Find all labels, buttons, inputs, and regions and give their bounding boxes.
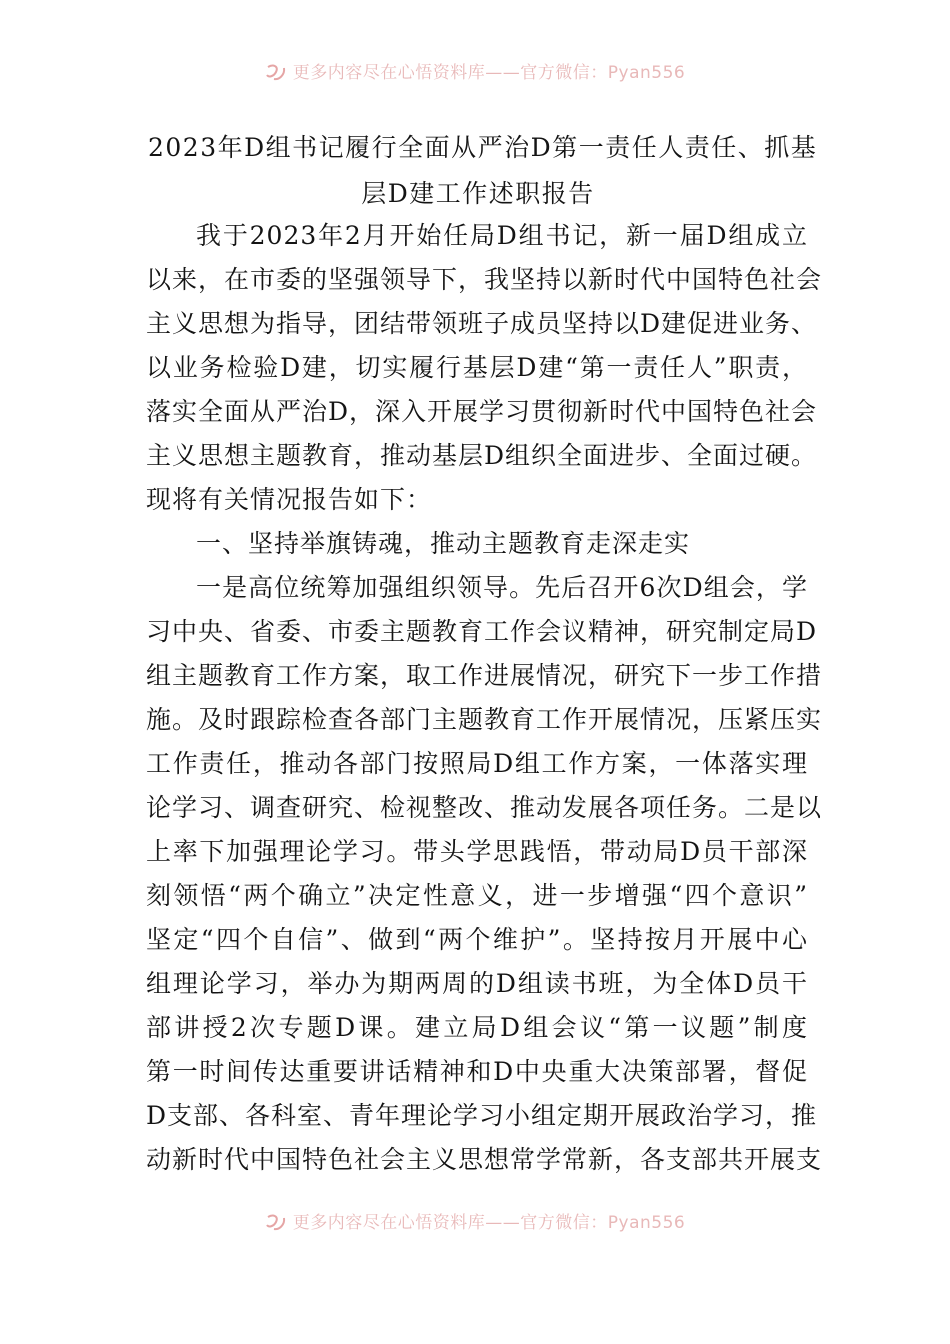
watermark-logo-icon <box>265 63 287 81</box>
watermark-text: 更多内容尽在心悟资料库——官方微信：Pyan556 <box>292 1213 686 1233</box>
paragraph-line: 组理论学习，举办为期两周的D组读书班，为全体D员干 <box>146 969 808 998</box>
watermark-footer <box>0 1208 950 1238</box>
document-title-line-1: 2023年D组书记履行全面从严治D第一责任人责任、抓基 <box>148 133 818 162</box>
paragraph-line: 组主题教育工作方案，取工作进展情况，研究下一步工作措 <box>146 661 823 690</box>
paragraph-line: 一是高位统筹加强组织领导。先后召开6次D组会，学 <box>196 573 808 602</box>
paragraph-line: D支部、各科室、青年理论学习小组定期开展政治学习，推 <box>146 1101 818 1130</box>
paragraph-line: 工作责任，推动各部门按照局D组工作方案，一体落实理 <box>146 749 808 778</box>
paragraph-line: 坚定“四个自信”、做到“两个维护”。坚持按月开展中心 <box>146 925 808 954</box>
paragraph-line: 刻领悟“两个确立”决定性意义，进一步增强“四个意识” <box>146 881 808 910</box>
paragraph-line: 习中央、省委、市委主题教育工作会议精神，研究制定局D <box>146 617 818 646</box>
paragraph-line: 现将有关情况报告如下： <box>146 485 433 514</box>
paragraph-line: 部讲授2次专题D课。建立局D组会议“第一议题”制度 <box>146 1013 808 1042</box>
paragraph-line: 我于2023年2月开始任局D组书记，新一届D组成立 <box>196 221 808 250</box>
watermark-header <box>0 58 950 88</box>
paragraph-line: 论学习、调查研究、检视整改、推动发展各项任务。二是以 <box>146 793 823 822</box>
paragraph-line: 施。及时跟踪检查各部门主题教育工作开展情况，压紧压实 <box>146 705 823 734</box>
paragraph-line: 主义思想主题教育，推动基层D组织全面进步、全面过硬。 <box>146 441 818 470</box>
paragraph-line: 落实全面从严治D，深入开展学习贯彻新时代中国特色社会 <box>146 397 818 426</box>
paragraph-line: 以来，在市委的坚强领导下，我坚持以新时代中国特色社会 <box>146 265 823 294</box>
paragraph-line: 主义思想为指导，团结带领班子成员坚持以D建促进业务、 <box>146 309 818 338</box>
document-title-line-2: 层D建工作述职报告 <box>361 179 595 208</box>
watermark-text: 更多内容尽在心悟资料库——官方微信：Pyan556 <box>292 63 686 83</box>
paragraph-line: 动新时代中国特色社会主义思想常学常新，各支部共开展支 <box>146 1145 823 1174</box>
paragraph-line: 上率下加强理论学习。带头学思践悟，带动局D员干部深 <box>146 837 808 866</box>
watermark-logo-icon <box>265 1213 287 1231</box>
paragraph-line: 第一时间传达重要讲话精神和D中央重大决策部署，督促 <box>146 1057 808 1086</box>
section-heading: 一、坚持举旗铸魂，推动主题教育走深走实 <box>196 529 691 558</box>
paragraph-line: 以业务检验D建，切实履行基层D建“第一责任人”职责， <box>146 353 808 382</box>
